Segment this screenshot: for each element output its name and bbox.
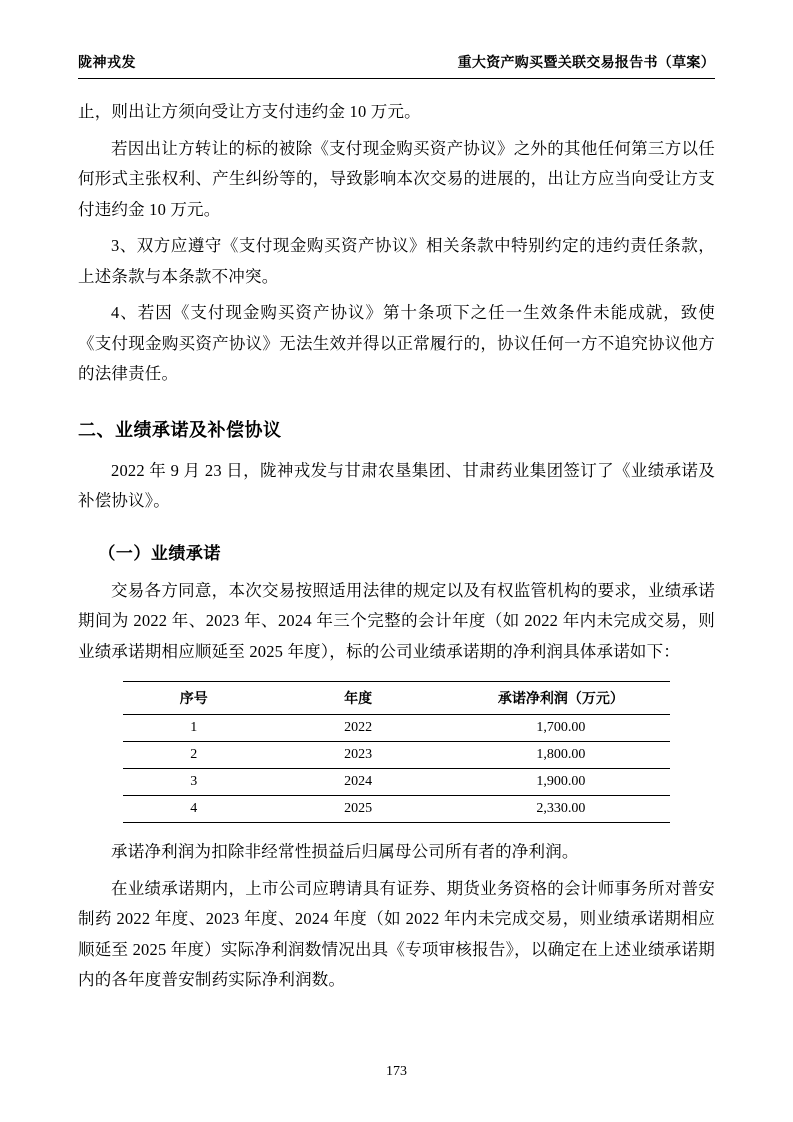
table-row (123, 769, 671, 796)
cell-year: 2025 (265, 796, 451, 823)
cell-profit: 1,900.00 (451, 769, 670, 796)
paragraph-7: 承诺净利润为扣除非经常性损益后归属母公司所有者的净利润。 (111, 842, 579, 862)
table-header-row (123, 682, 671, 715)
cell-index: 1 (123, 715, 265, 742)
cell-year: 2024 (265, 769, 451, 796)
cell-index: 4 (123, 796, 265, 823)
subsection-heading: （一）业绩承诺 (98, 543, 221, 563)
table-row (123, 742, 671, 769)
header-document-title: 重大资产购买暨关联交易报告书（草案） (457, 54, 715, 70)
table-row (123, 796, 671, 823)
cell-profit: 2,330.00 (451, 796, 670, 823)
paragraph-4: 4、若因《支付现金购买资产协议》第十条项下之任一生效条件未能成就，致使《支付现金购买资产协议》无法生效并得以正常履行的，协议任何一方不追究协议他方的法律责任。 (78, 303, 715, 384)
paragraph-3: 3、双方应遵守《支付现金购买资产协议》相关条款中特别约定的违约责任条款，上述条款与本条款不冲突。 (78, 236, 715, 286)
cell-index: 2 (123, 742, 265, 769)
paragraph-8: 在业绩承诺期内，上市公司应聘请具有证券、期货业务资格的会计师事务所对普安制药 2022 年度、2023 年度、2024 年度（如 2022 年内未完成交易，则业绩承诺期相应顺延至 2025 年度）实际净利润数情况出具《专项审核报告》，以确定在上述业绩承诺期内的各年度普安制药实际净利润数。 (78, 878, 715, 990)
paragraph-6: 交易各方同意，本次交易按照适用法律的规定以及有权监管机构的要求，业绩承诺期间为 2022 年、2023 年、2024 年三个完整的会计年度（如 2022 年内未完成交易，则业绩承诺期相应顺延至 2025 年度），标的公司业绩承诺期的净利润具体承诺如下： (78, 580, 715, 661)
column-header-index: 序号 (123, 682, 265, 715)
page-header (78, 52, 715, 79)
cell-profit: 1,700.00 (451, 715, 670, 742)
cell-index: 3 (123, 769, 265, 796)
paragraph-2: 若因出让方转让的标的被除《支付现金购买资产协议》之外的其他任何第三方以任何形式主张权利、产生纠纷等的，导致影响本次交易的进展的，出让方应当向受让方支付违约金 10 万元。 (78, 138, 715, 219)
page-number: 173 (386, 1064, 407, 1079)
column-header-promised-profit: 承诺净利润（万元） (451, 682, 670, 715)
column-header-year: 年度 (265, 682, 451, 715)
cell-profit: 1,800.00 (451, 742, 670, 769)
cell-year: 2023 (265, 742, 451, 769)
header-company-name: 陇神戎发 (78, 54, 136, 70)
section-heading: 二、业绩承诺及补偿协议 (78, 419, 282, 440)
paragraph-5: 2022 年 9 月 23 日，陇神戎发与甘肃农垦集团、甘肃药业集团签订了《业绩承诺及补偿协议》。 (78, 460, 715, 511)
cell-year: 2022 (265, 715, 451, 742)
paragraph-1: 止，则出让方须向受让方支付违约金 10 万元。 (78, 102, 421, 121)
performance-promise-table (123, 681, 671, 823)
table-row (123, 715, 671, 742)
